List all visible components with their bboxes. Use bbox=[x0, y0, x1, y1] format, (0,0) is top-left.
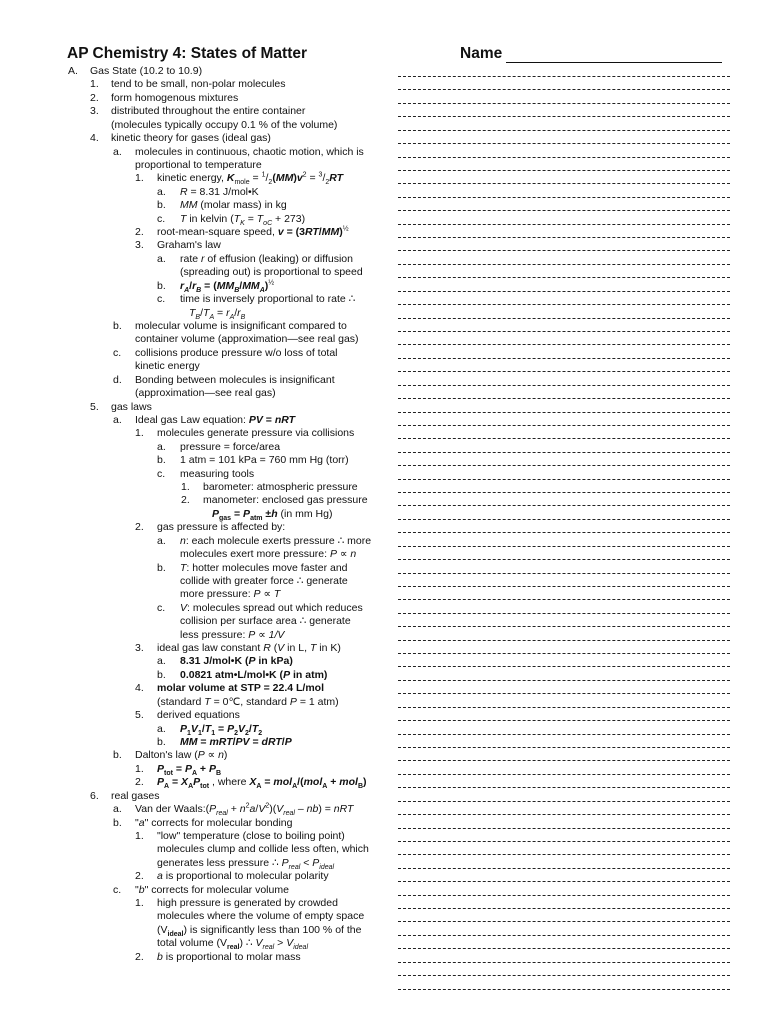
outline-text: $P_{tot} = P_A + P_B$ bbox=[157, 762, 222, 777]
answer-line[interactable] bbox=[398, 921, 730, 922]
outline-marker: a. bbox=[113, 413, 122, 426]
outline-marker: 5. bbox=[90, 400, 99, 413]
answer-line[interactable] bbox=[398, 532, 730, 533]
outline-text: "low" temperature (close to boiling point) bbox=[157, 829, 345, 842]
answer-line[interactable] bbox=[398, 693, 730, 694]
answer-line[interactable] bbox=[398, 398, 730, 399]
outline-text: measuring tools bbox=[180, 467, 255, 480]
answer-line[interactable] bbox=[398, 828, 730, 829]
answer-line[interactable] bbox=[398, 760, 730, 761]
outline-text: less pressure: P ∝ 1/V bbox=[180, 628, 285, 641]
outline-marker: b. bbox=[157, 668, 166, 681]
outline-text: Ideal gas Law equation: PV = nRT bbox=[135, 413, 296, 426]
answer-line[interactable] bbox=[398, 505, 730, 506]
outline-text: collisions produce pressure w/o loss of total bbox=[135, 346, 338, 359]
outline-marker: a. bbox=[157, 440, 166, 453]
outline-text: molar volume at STP = 22.4 L/mol bbox=[157, 682, 324, 695]
answer-line[interactable] bbox=[398, 573, 730, 574]
answer-line[interactable] bbox=[398, 519, 730, 520]
outline-text: more pressure: P ∝ T bbox=[180, 588, 281, 601]
outline-text: b is proportional to molar mass bbox=[157, 950, 301, 963]
answer-line[interactable] bbox=[398, 492, 730, 493]
outline-marker: 2. bbox=[135, 776, 144, 789]
answer-line[interactable] bbox=[398, 358, 730, 359]
answer-line[interactable] bbox=[398, 599, 730, 600]
outline-text: time is inversely proportional to rate ∴ bbox=[180, 293, 356, 306]
name-label: Name bbox=[460, 45, 503, 62]
answer-line[interactable] bbox=[398, 237, 730, 238]
outline-text: gas pressure is affected by: bbox=[157, 521, 286, 534]
outline-text: n: each molecule exerts pressure ∴ more bbox=[180, 534, 372, 547]
outline-marker: d. bbox=[113, 373, 122, 386]
answer-line[interactable] bbox=[398, 479, 730, 480]
outline-text: 0.0821 atm•L/mol•K (P in atm) bbox=[180, 668, 328, 681]
answer-line[interactable] bbox=[398, 304, 730, 305]
outline-text: molecules in continuous, chaotic motion, which is bbox=[135, 145, 364, 158]
outline-marker: a. bbox=[157, 252, 166, 265]
outline-text: Van der $Waals:(P_{real} + n^2a/V^2)(V_{real} - nb)$ = nRT bbox=[135, 802, 354, 818]
outline-text: kinetic energy bbox=[135, 360, 200, 373]
outline-text: ideal gas law constant R (V in L, T in K) bbox=[157, 642, 341, 655]
answer-line[interactable] bbox=[398, 116, 730, 117]
outline-text: high pressure is generated by crowded bbox=[157, 897, 338, 910]
outline-marker: b. bbox=[157, 454, 166, 467]
outline-marker: a. bbox=[157, 655, 166, 668]
answer-line[interactable] bbox=[398, 412, 730, 413]
outline-text: tend to be small, non-polar molecules bbox=[111, 78, 286, 91]
outline-text: manometer: enclosed gas pressure bbox=[203, 494, 368, 507]
outline-text: $T_B/T_A = r_A/r_B$ bbox=[189, 306, 246, 321]
answer-line[interactable] bbox=[398, 801, 730, 802]
outline-text: MM (molar mass) in kg bbox=[180, 199, 287, 212]
answer-line[interactable] bbox=[398, 814, 730, 815]
answer-line[interactable] bbox=[398, 908, 730, 909]
outline-text: MM = mRT/PV = dRT/P bbox=[180, 736, 292, 748]
outline-marker: a. bbox=[157, 722, 166, 735]
name-field-line[interactable] bbox=[506, 62, 722, 63]
answer-line[interactable] bbox=[398, 546, 730, 547]
outline-marker: b. bbox=[157, 561, 166, 574]
outline-marker: b. bbox=[113, 816, 122, 829]
outline-text: (approximation—see real gas) bbox=[135, 387, 276, 400]
answer-line[interactable] bbox=[398, 438, 730, 439]
answer-line[interactable] bbox=[398, 559, 730, 560]
page-title: AP Chemistry 4: States of Matter bbox=[67, 45, 308, 62]
outline-text: R = 8.31 J/mol•K bbox=[180, 185, 259, 198]
answer-line[interactable] bbox=[398, 89, 730, 90]
outline-marker: b. bbox=[157, 279, 166, 292]
outline-text: molecules exert more pressure: P ∝ n bbox=[180, 548, 357, 561]
outline-text: molecules where the volume of empty space bbox=[157, 910, 365, 923]
outline-text: generates less pressure ∴ $P_{real} < P_{ideal}$ bbox=[157, 856, 335, 871]
answer-line[interactable] bbox=[398, 774, 730, 775]
outline-marker: 3. bbox=[135, 642, 144, 655]
outline-marker: a. bbox=[157, 534, 166, 547]
outline-marker: 3. bbox=[90, 105, 99, 118]
outline-marker: a. bbox=[157, 185, 166, 198]
answer-line[interactable] bbox=[398, 465, 730, 466]
answer-line[interactable] bbox=[398, 707, 730, 708]
answer-line[interactable] bbox=[398, 331, 730, 332]
answer-line[interactable] bbox=[398, 640, 730, 641]
answer-line[interactable] bbox=[398, 264, 730, 265]
outline-marker: c. bbox=[113, 883, 122, 896]
outline-text: kinetic theory for gases (ideal gas) bbox=[111, 132, 271, 145]
answer-line[interactable] bbox=[398, 291, 730, 292]
outline-marker: 1. bbox=[135, 427, 144, 440]
outline-text: molecular volume is insignificant compared to bbox=[135, 319, 347, 332]
answer-line[interactable] bbox=[398, 841, 730, 842]
outline-text: Gas State (10.2 to 10.9) bbox=[90, 65, 203, 77]
outline-text: gas laws bbox=[111, 400, 152, 413]
outline-text: root-mean-square speed, $v = (3RT/MM)^{\frac{1}{2}}$ bbox=[157, 225, 349, 239]
outline-text: a is proportional to molecular polarity bbox=[157, 870, 329, 883]
answer-line[interactable] bbox=[398, 170, 730, 171]
outline-text: 8.31 J/mol•K (P in kPa) bbox=[180, 655, 293, 668]
answer-line[interactable] bbox=[398, 895, 730, 896]
answer-line[interactable] bbox=[398, 250, 730, 251]
answer-line[interactable] bbox=[398, 586, 730, 587]
outline-marker: c. bbox=[157, 467, 166, 480]
outline-marker: b. bbox=[157, 736, 166, 748]
outline-marker: b. bbox=[113, 319, 122, 332]
answer-line[interactable] bbox=[398, 935, 730, 936]
outline-text: (molecules typically occupy 0.1 % of the volume) bbox=[111, 118, 338, 131]
answer-line[interactable] bbox=[398, 76, 730, 77]
outline-marker: 3. bbox=[135, 239, 144, 252]
answer-line[interactable] bbox=[398, 277, 730, 278]
answer-line[interactable] bbox=[398, 680, 730, 681]
answer-line[interactable] bbox=[398, 626, 730, 627]
outline-marker: a. bbox=[113, 803, 122, 816]
answer-line[interactable] bbox=[398, 787, 730, 788]
outline-text: form homogenous mixtures bbox=[111, 91, 239, 104]
outline-marker: a. bbox=[113, 145, 122, 158]
outline-marker: 1. bbox=[135, 172, 144, 185]
outline-marker: c. bbox=[157, 212, 166, 225]
outline-text: collide with greater force ∴ generate bbox=[180, 574, 348, 587]
outline-marker: 6. bbox=[90, 789, 99, 802]
answer-line[interactable] bbox=[398, 344, 730, 345]
outline-text: "a" corrects for molecular bonding bbox=[135, 816, 293, 829]
answer-line[interactable] bbox=[398, 385, 730, 386]
outline-text: Bonding between molecules is insignificant bbox=[135, 373, 335, 386]
outline-marker: 1. bbox=[135, 829, 144, 842]
outline-text: real gases bbox=[111, 789, 160, 802]
outline-marker: 2. bbox=[135, 950, 144, 963]
answer-line[interactable] bbox=[398, 197, 730, 198]
outline-text: $P_A = X_AP_{tot}$ , where $X_A = mol_A/(mol_A + mol_B)$ bbox=[157, 776, 367, 791]
answer-line[interactable] bbox=[398, 868, 730, 869]
outline-text: 1 atm = 101 kPa = 760 mm Hg (torr) bbox=[180, 454, 349, 467]
answer-line[interactable] bbox=[398, 734, 730, 735]
outline-marker: 5. bbox=[135, 709, 144, 722]
answer-line[interactable] bbox=[398, 720, 730, 721]
outline-text: proportional to temperature bbox=[135, 158, 262, 171]
answer-line[interactable] bbox=[398, 881, 730, 882]
answer-line[interactable] bbox=[398, 666, 730, 667]
outline-marker: 2. bbox=[135, 226, 144, 239]
outline-text: molecules clump and collide less often, which bbox=[157, 843, 369, 856]
outline-marker: c. bbox=[113, 346, 122, 359]
outline-marker: 1. bbox=[90, 78, 99, 91]
outline-text: T: hotter molecules move faster and bbox=[180, 561, 348, 574]
outline-text: Graham's law bbox=[157, 239, 221, 252]
outline-text: derived equations bbox=[157, 709, 240, 722]
outline-marker: 2. bbox=[135, 521, 144, 534]
outline-text: distributed throughout the entire container bbox=[111, 105, 306, 118]
outline-marker: A. bbox=[68, 65, 78, 77]
answer-line[interactable] bbox=[398, 989, 730, 990]
answer-line[interactable] bbox=[398, 130, 730, 131]
outline-marker: 1. bbox=[181, 481, 190, 494]
outline-text: collision per surface area ∴ generate bbox=[180, 615, 351, 628]
outline-text: (standard T = 0℃, standard P = 1 atm) bbox=[157, 695, 339, 708]
outline-text: T in kelvin $(T_K = T_{oC} + 273)$ bbox=[180, 212, 306, 227]
outline-marker: 2. bbox=[181, 494, 190, 507]
answer-line[interactable] bbox=[398, 103, 730, 104]
outline-text: pressure = force/area bbox=[180, 440, 281, 453]
outline-marker: c. bbox=[157, 601, 166, 614]
answer-line[interactable] bbox=[398, 183, 730, 184]
outline-text: molecules generate pressure via collisions bbox=[157, 427, 355, 440]
answer-line[interactable] bbox=[398, 854, 730, 855]
outline-text: $P_1V_1/T_1 = P_2V_2/T_2$ bbox=[180, 722, 263, 737]
answer-line[interactable] bbox=[398, 425, 730, 426]
answer-line[interactable] bbox=[398, 747, 730, 748]
outline-marker: c. bbox=[157, 293, 166, 306]
outline-text: kinetic energy, $K_{mole} = ^1/_2(MM)v^2 = ^3/_2RT$ bbox=[157, 171, 344, 187]
outline-text: $(V_{ideal})$ is significantly less than 100 % of the bbox=[157, 923, 362, 938]
outline-text: container volume (approximation—see real gas) bbox=[135, 333, 359, 346]
answer-line[interactable] bbox=[398, 224, 730, 225]
answer-line[interactable] bbox=[398, 962, 730, 963]
answer-line[interactable] bbox=[398, 318, 730, 319]
outline-marker: 4. bbox=[135, 682, 144, 695]
answer-line[interactable] bbox=[398, 975, 730, 976]
answer-line[interactable] bbox=[398, 948, 730, 949]
outline-text: Dalton's law (P ∝ n) bbox=[135, 749, 228, 762]
answer-line[interactable] bbox=[398, 452, 730, 453]
outline-marker: 2. bbox=[90, 91, 99, 104]
answer-line[interactable] bbox=[398, 613, 730, 614]
outline-text: $r_A/r_B = (MM_B/MM_A)^{\frac{1}{2}}$ bbox=[180, 279, 275, 294]
answer-line[interactable] bbox=[398, 210, 730, 211]
answer-line[interactable] bbox=[398, 371, 730, 372]
outline-text: $P_{gas} = P_{atm} \pm h$ (in mm Hg) bbox=[212, 507, 333, 522]
outline-text: V: molecules spread out which reduces bbox=[180, 601, 363, 614]
outline-marker: 2. bbox=[135, 870, 144, 883]
outline-text: barometer: atmospheric pressure bbox=[203, 481, 358, 494]
outline-text: "b" corrects for molecular volume bbox=[135, 883, 289, 896]
outline-marker: b. bbox=[113, 749, 122, 762]
outline-text: (spreading out) is proportional to speed bbox=[180, 266, 363, 279]
outline-text: rate r of effusion (leaking) or diffusion bbox=[180, 252, 353, 265]
outline-marker: b. bbox=[157, 199, 166, 212]
outline-marker: 1. bbox=[135, 762, 144, 775]
answer-line[interactable] bbox=[398, 653, 730, 654]
outline-text: total volume $(V_{real})$ ∴ $V_{real} > V_{ideal}$ bbox=[157, 937, 308, 952]
answer-line[interactable] bbox=[398, 143, 730, 144]
outline-marker: 1. bbox=[135, 897, 144, 910]
answer-line[interactable] bbox=[398, 157, 730, 158]
outline-marker: 4. bbox=[90, 132, 99, 145]
